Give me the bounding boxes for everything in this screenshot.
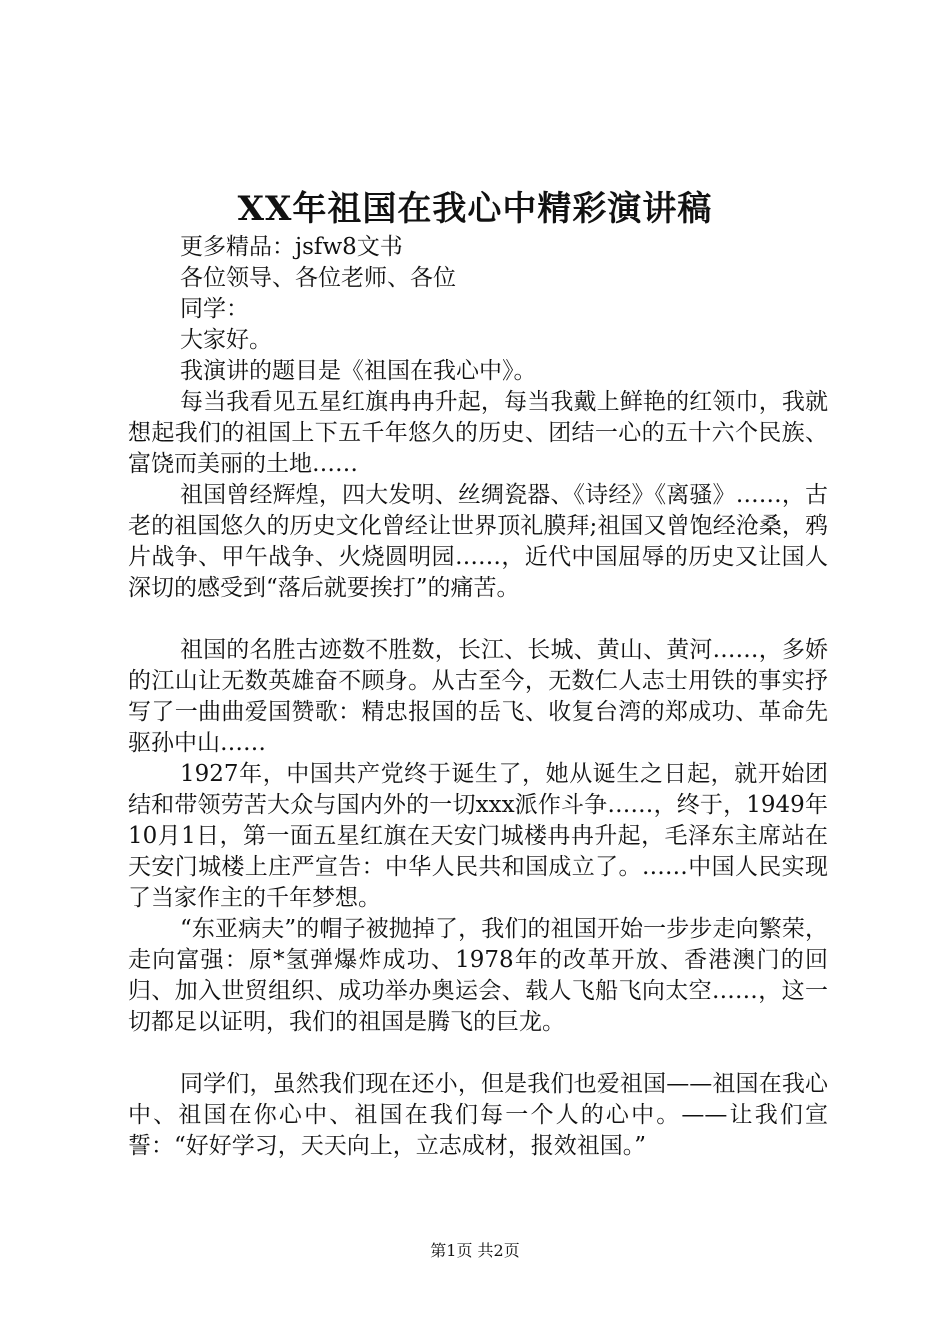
paragraph-oath: 同学们，虽然我们现在还小，但是我们也爱祖国——祖国在我心中、祖国在你心中、祖国在我们每一个人的心中。——让我们宣誓：“好好学习，天天向上，立志成材，报效祖国。” <box>128 1071 828 1159</box>
paragraph-source: 更多精品：jsfw8文书 <box>180 234 403 260</box>
paragraph-flag: 每当我看见五星红旗冉冉升起，每当我戴上鲜艳的红领巾，我就想起我们的祖国上下五千年悠久的历史、团结一心的五十六个民族、富饶而美丽的土地…… <box>128 389 828 477</box>
document-title: XX年祖国在我心中精彩演讲稿 <box>237 189 713 229</box>
paragraph-topic: 我演讲的题目是《祖国在我心中》。 <box>180 358 537 384</box>
paragraph-hello: 大家好。 <box>180 327 272 353</box>
document-body <box>128 232 828 1162</box>
paragraph-greeting-1: 各位领导、各位老师、各位 <box>180 265 456 291</box>
paragraph-landmarks: 祖国的名胜古迹数不胜数，长江、长城、黄山、黄河……，多娇的江山让无数英雄奋不顾身。从古至今，无数仁人志士用铁的事实抒写了一曲曲爱国赞歌：精忠报国的岳飞、收复台湾的郑成功、革命先驱孙中山…… <box>128 637 828 756</box>
page-footer: 第1页 共2页 <box>430 1241 520 1260</box>
paragraph-history: 祖国曾经辉煌，四大发明、丝绸瓷器、《诗经》《离骚》……，古老的祖国悠久的历史文化曾经让世界顶礼膜拜;祖国又曾饱经沧桑，鸦片战争、甲午战争、火烧圆明园……，近代中国屈辱的历史又让国人深切的感受到“落后就要挨打”的痛苦。 <box>128 482 828 601</box>
paragraph-1927: 1927年，中国共产党终于诞生了，她从诞生之日起，就开始团结和带领劳苦大众与国内外的一切xxx派作斗争……，终于，1949年10月1日，第一面五星红旗在天安门城楼冉冉升起，毛泽东主席站在天安门城楼上庄严宣告：中华人民共和国成立了。……中国人民实现了当家作主的千年梦想。 <box>128 761 828 911</box>
paragraph-greeting-2: 同学： <box>180 296 249 322</box>
paragraph-prosperity: “东亚病夫”的帽子被抛掉了，我们的祖国开始一步步走向繁荣，走向富强：原*氢弹爆炸成功、1978年的改革开放、香港澳门的回归、加入世贸组织、成功举办奥运会、载人飞船飞向太空……，这一切都足以证明，我们的祖国是腾飞的巨龙。 <box>128 916 828 1035</box>
